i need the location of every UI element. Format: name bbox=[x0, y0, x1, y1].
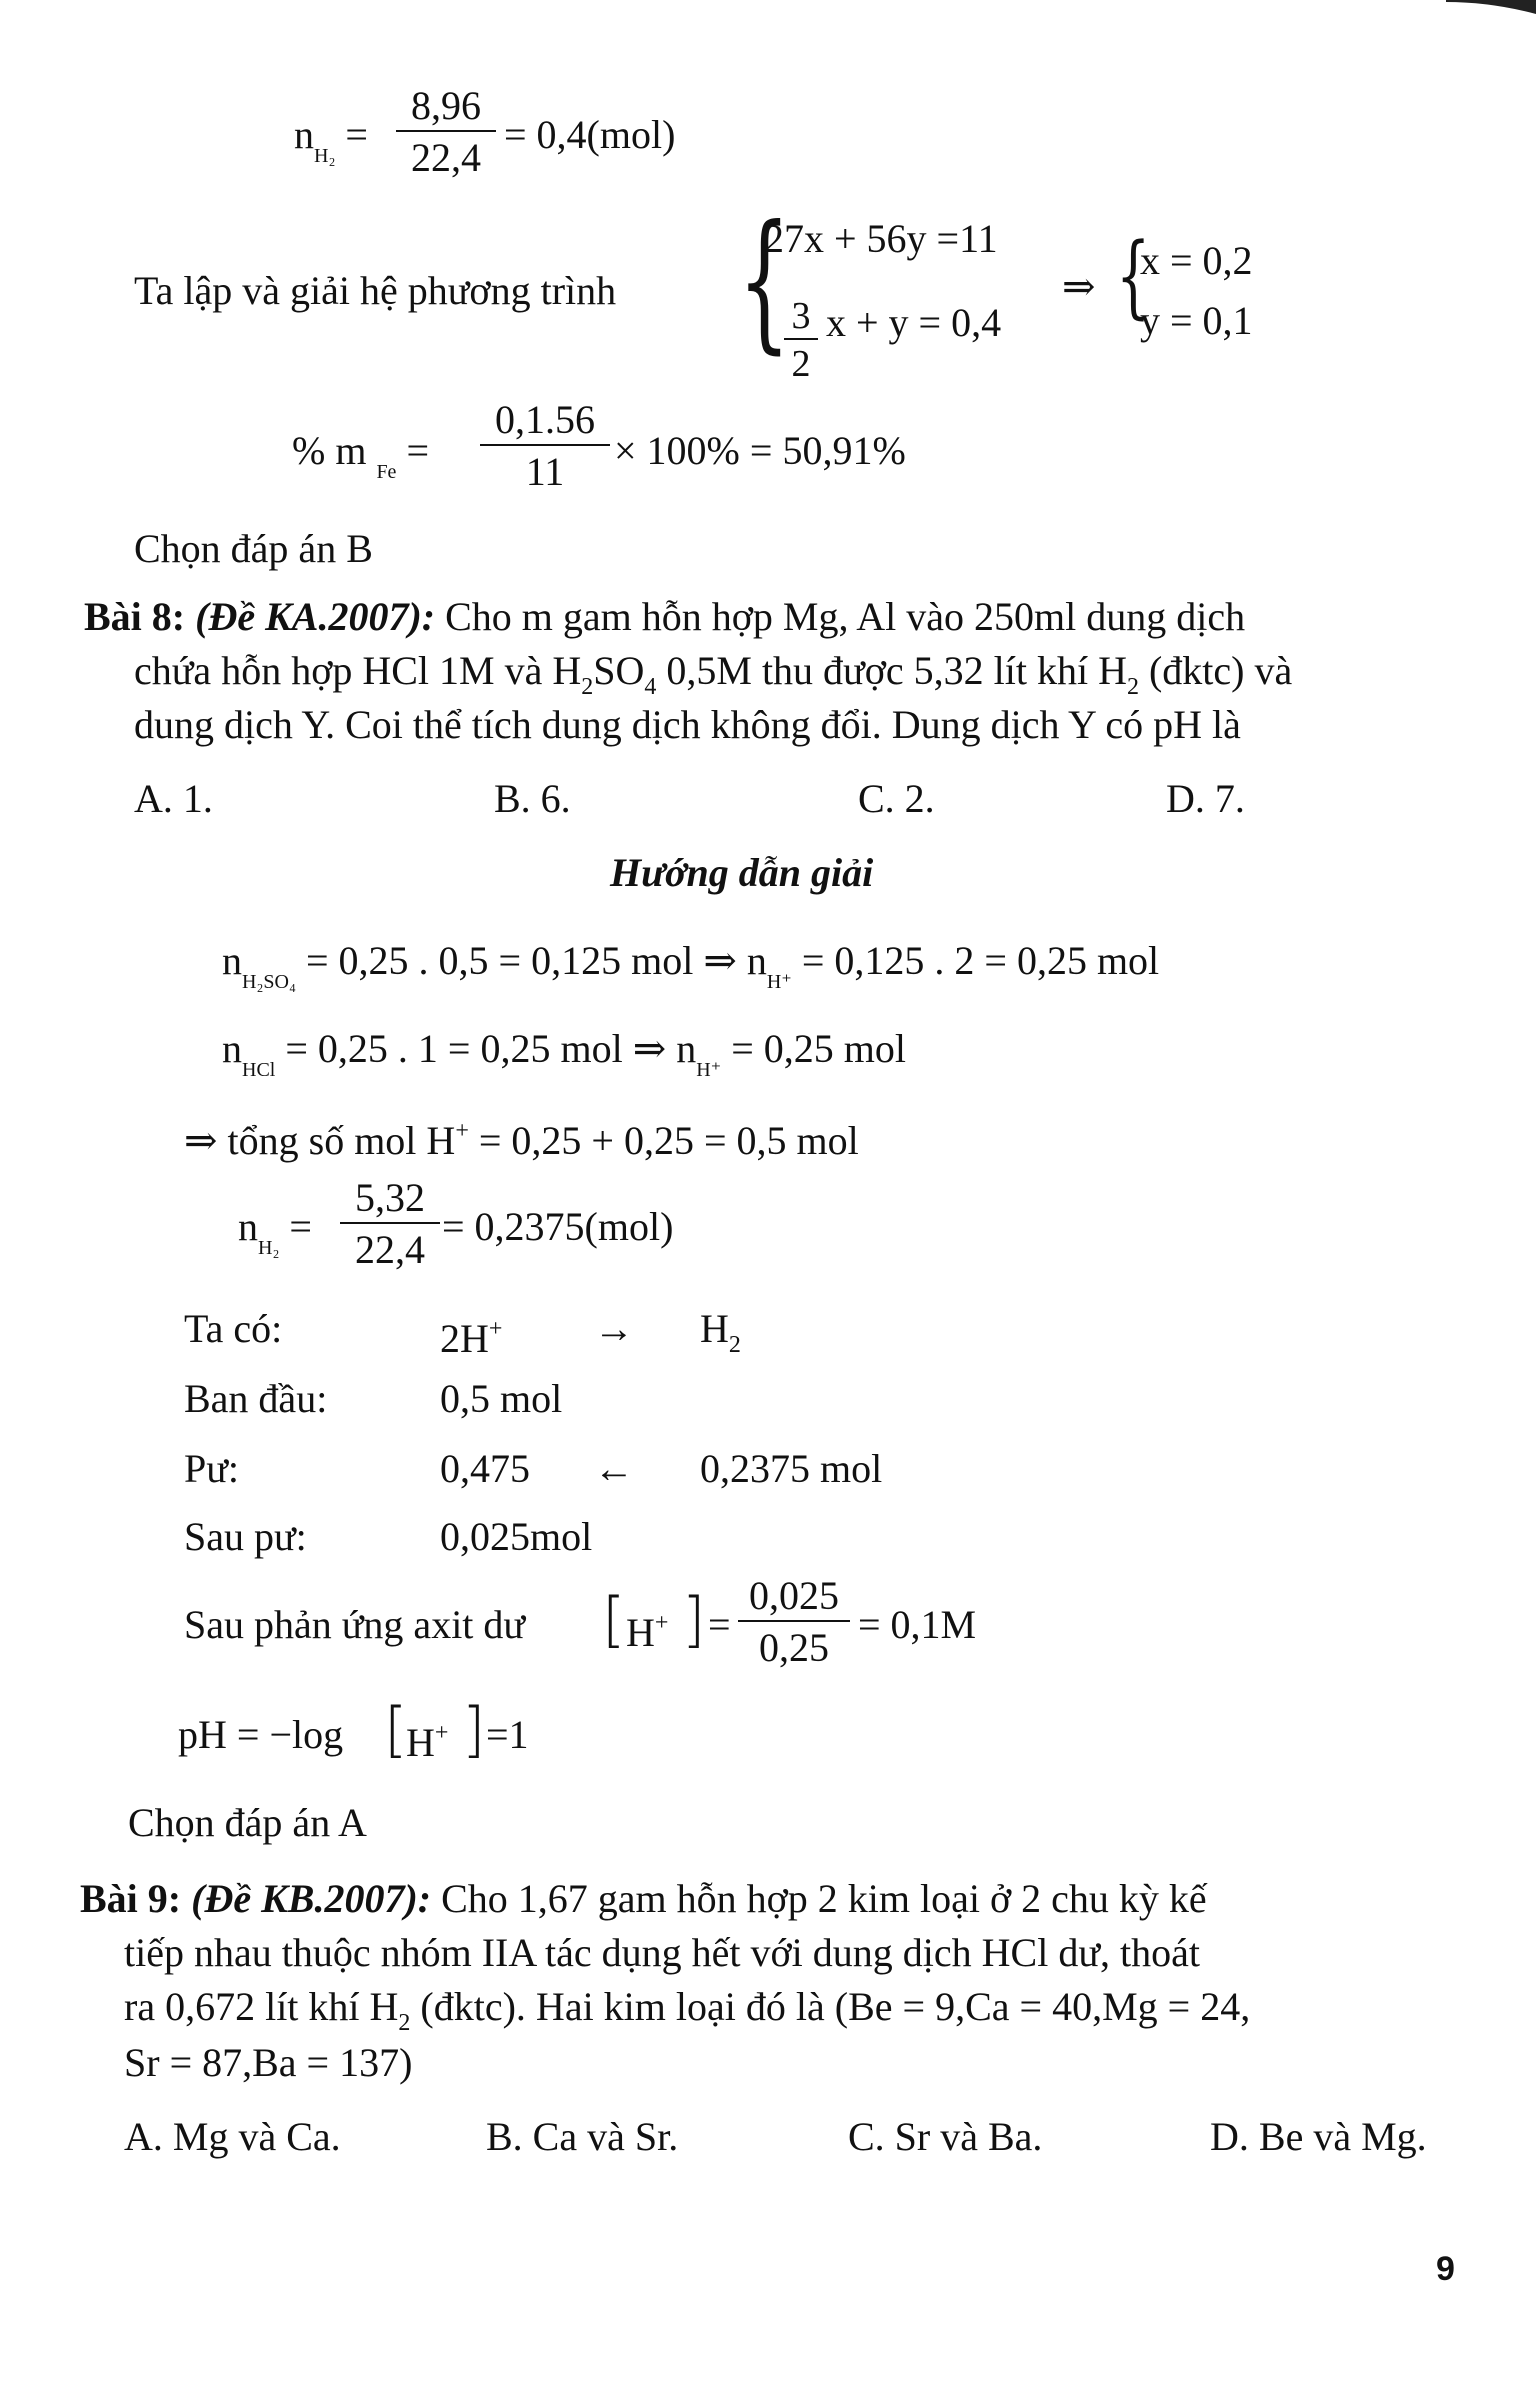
choose-answer-b: Chọn đáp án B bbox=[134, 526, 373, 571]
ph-left-bracket: [ bbox=[384, 1695, 408, 1765]
table-row1-arrow: → bbox=[594, 1306, 634, 1351]
ph-lhs: pH = −log bbox=[178, 1712, 344, 1757]
solution-line-hcl: $n_{HCl} = 0,25$ . 1 = 0,25 mol ⇒ $n_{H^+} = 0,25$ mol bbox=[222, 1026, 906, 1081]
nh2-first-rhs: = 0,4(mol) bbox=[504, 112, 676, 157]
excess-right-bracket: ] bbox=[682, 1585, 706, 1655]
choose-answer-a: Chọn đáp án A bbox=[128, 1800, 367, 1845]
solution-line-h2so4: $n_{H_2SO_4} = 0,25$ . 0,5 = 0,125 mol ⇒ $n_{H^+} = 0,125$ . 2 = 0,25 mol bbox=[222, 938, 1160, 993]
table-row4-label: Sau pư: bbox=[184, 1514, 307, 1559]
table-row1-label: Ta có: bbox=[184, 1306, 283, 1351]
bai8-option-a: A. 1. bbox=[134, 776, 213, 821]
bai9-line2: tiếp nhau thuộc nhóm IIA tác dụng hết với dung dịch HCl dư, thoát bbox=[124, 1930, 1200, 1975]
bai8-line2: chứa hỗn hợp HCl 1M và $H_2SO_4$ 0,5M thu được 5,32 lít khí $H_2$ (đktc) và bbox=[134, 648, 1293, 700]
bai9-option-a: A. Mg và Ca. bbox=[124, 2114, 341, 2159]
system-eq2-rest: x + y = 0,4 bbox=[826, 300, 1002, 345]
table-row3-arrow: ← bbox=[594, 1446, 634, 1491]
bai8-option-c: C. 2. bbox=[858, 776, 935, 821]
ph-rhs: =1 bbox=[486, 1712, 529, 1757]
system-left-brace: { bbox=[738, 194, 791, 368]
table-row2-value: 0,5 mol bbox=[440, 1376, 563, 1421]
bai8-line1: Bài 8: (Đề KA.2007): Cho m gam hỗn hợp Mg, Al vào 250ml dung dịch bbox=[84, 594, 1246, 639]
table-row1-product: $H_2$ bbox=[700, 1306, 741, 1358]
excess-eq: = bbox=[708, 1602, 731, 1647]
system-eq1: 27x + 56y =11 bbox=[764, 216, 998, 261]
ph-right-bracket: ] bbox=[462, 1695, 486, 1765]
bai9-line3: ra 0,672 lít khí $H_2$ (đktc). Hai kim loại đó là (Be = 9,Ca = 40,Mg = 24, bbox=[124, 1984, 1251, 2036]
bai8-option-d: D. 7. bbox=[1166, 776, 1245, 821]
bai9-line4: Sr = 87,Ba = 137) bbox=[124, 2040, 413, 2085]
nh2-first-fraction: $\frac{8,96}{22,4}$ bbox=[396, 84, 496, 180]
excess-rhs: = 0,1M bbox=[858, 1602, 977, 1647]
solution-y: y = 0,1 bbox=[1140, 298, 1253, 343]
table-row4-value: 0,025mol bbox=[440, 1514, 593, 1559]
table-row2-label: Ban đầu: bbox=[184, 1376, 328, 1421]
bai9-option-d: D. Be và Mg. bbox=[1210, 2114, 1427, 2159]
guide-title: Hướng dẫn giải bbox=[610, 850, 874, 895]
mfe-fraction: $\frac{0,1.56}{11}$ bbox=[480, 398, 610, 494]
solution-nh2-lhs: $n_{H_2}$ = bbox=[238, 1204, 312, 1259]
solution-brace: { bbox=[1116, 224, 1151, 329]
page-number: 9 bbox=[1436, 2250, 1455, 2288]
bai9-option-b: B. Ca và Sr. bbox=[486, 2114, 679, 2159]
mfe-lhs: % m $_{Fe}$ = bbox=[292, 428, 429, 483]
bai9-line1: Bài 9: (Đề KB.2007): Cho 1,67 gam hỗn hợp 2 kim loại ở 2 chu kỳ kế bbox=[80, 1876, 1207, 1921]
solution-nh2-rhs: = 0,2375(mol) bbox=[442, 1204, 674, 1249]
excess-left-bracket: [ bbox=[602, 1585, 626, 1655]
system-intro: Ta lập và giải hệ phương trình bbox=[134, 268, 617, 313]
bai8-line3: dung dịch Y. Coi thể tích dung dịch không đổi. Dung dịch Y có pH là bbox=[134, 702, 1241, 747]
excess-fraction: $\frac{0,025}{0,25}$ bbox=[738, 1574, 850, 1670]
solution-nh2-fraction: $\frac{5,32}{22,4}$ bbox=[340, 1176, 440, 1272]
table-row3-value: 0,475 bbox=[440, 1446, 530, 1491]
solution-line-total-h: ⇒ tổng số mol H+ = 0,25 + 0,25 = 0,5 mol bbox=[184, 1118, 859, 1163]
table-row3-product: 0,2375 mol bbox=[700, 1446, 883, 1491]
ph-h-ion: H+ bbox=[406, 1720, 449, 1765]
bai9-option-c: C. Sr và Ba. bbox=[848, 2114, 1043, 2159]
mfe-rhs: × 100% = 50,91% bbox=[614, 428, 906, 473]
solution-x: x = 0,2 bbox=[1140, 238, 1253, 283]
system-implies-arrow: ⇒ bbox=[1062, 264, 1096, 309]
page-corner-shadow bbox=[1446, 0, 1536, 14]
excess-h-ion: H+ bbox=[626, 1610, 669, 1655]
table-row1-reactant: 2H+ bbox=[440, 1316, 503, 1361]
system-eq2-fraction: $\frac{3}{2}$ bbox=[784, 296, 818, 384]
excess-text: Sau phản ứng axit dư bbox=[184, 1602, 526, 1647]
nh2-first-lhs: $n_{H_2}$ = bbox=[294, 112, 368, 167]
table-row3-label: Pư: bbox=[184, 1446, 240, 1491]
bai8-option-b: B. 6. bbox=[494, 776, 571, 821]
